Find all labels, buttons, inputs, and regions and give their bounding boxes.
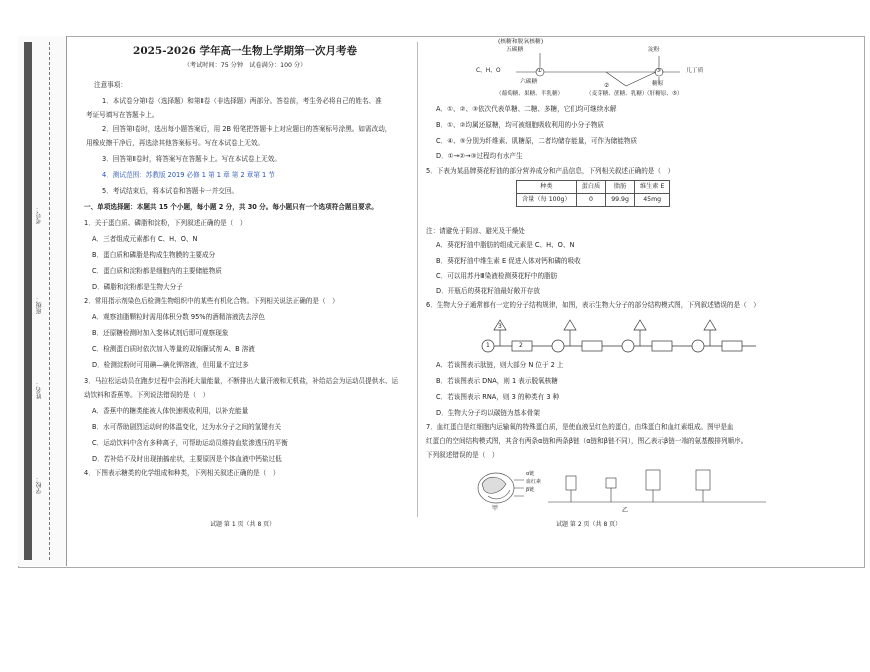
nutrition-table <box>516 180 670 207</box>
diagram-label: 糖原 <box>652 81 664 87</box>
cut-line <box>49 42 50 560</box>
diagram-label: 六碳糖 <box>520 79 538 85</box>
diagram-label: 五碳糖 <box>506 47 524 53</box>
table-cell: 45mg <box>634 194 669 207</box>
table-header: 蛋白质 <box>576 181 606 194</box>
question-stem: 3．马拉松运动员在跑步过程中会消耗大量能量，不断排出大量汗液和无机盐，补给站会为运动员提供水、运 <box>84 377 399 385</box>
section-heading: 一、单项选择题：本题共 15 个小题，每小题 2 分，共 30 分。每小题只有一个选项符合题目要求。 <box>84 203 378 211</box>
chain-label: 3 <box>498 323 502 330</box>
option: B．水可帮助剧烈运动时的体温变化，过为水分子之间的氢键有关 <box>92 423 282 431</box>
question-stem: 7．血红蛋白是红细胞内运输氧的特殊蛋白质，是使血液呈红色的蛋白，由珠蛋白和血红素组成。图甲是血 <box>426 423 734 431</box>
table-cell: 0 <box>576 194 606 207</box>
page-footer: 试题 第 1 页（共 8 页） <box>210 521 276 528</box>
option: C．④、⑤分别为纤维素、肌糖原，二者均储存能量，可作为储能物质 <box>436 137 638 145</box>
option: B．①、②均属还原糖，均可被细胞吸收利用的小分子物质 <box>436 121 605 129</box>
option: A．香蕉中的糖类能被人体快速吸收利用，以补充能量 <box>92 407 249 415</box>
option: A．三者组成元素都有 C、H、O、N <box>92 235 198 243</box>
diagram-label: 淀粉 <box>648 47 660 53</box>
diagram-label: ③ <box>656 68 662 74</box>
option: A．葵花籽油中脂肪的组成元素是 C、H、O、N <box>436 241 575 249</box>
notice-line: 考证号填写在答题卡上。 <box>86 111 159 119</box>
option: A．观察油脂颗粒时需用体积分数 95%的酒精溶液洗去浮色 <box>92 313 265 321</box>
question-stem-cont: 下列叙述错误的是（ ） <box>426 451 499 459</box>
option: B．蛋白质和磷脂是构成生物膜的主要成分 <box>92 251 216 259</box>
diagram-label: (核糖和脱氧核糖) <box>498 39 544 45</box>
question-stem: 6．生物大分子通常都有一定的分子结构规律，如图，表示生物大分子的部分结构模式图，下列叙述错误的是（ ） <box>426 301 760 309</box>
option: D．开瓶后的葵花籽油最好敞开存放 <box>436 287 540 295</box>
option: D．若补给不及时出现抽搐症状，主要原因是个体血液中钙盐过低 <box>92 455 282 463</box>
figure-label: 甲 <box>492 505 499 512</box>
option: C．蛋白质和淀粉都是细胞内的主要储能物质 <box>92 267 222 275</box>
option: A．若该图表示肽链，则大部分 N 位于 2 上 <box>436 361 564 369</box>
option: C．可以用苏丹Ⅲ染液检测葵花籽中的脂肪 <box>436 272 558 280</box>
page-divider <box>417 42 418 517</box>
figure-label: β链 <box>526 487 535 493</box>
option: C．检测蛋白质时依次加入等量的双缩脲试剂 A、B 溶液 <box>92 345 255 353</box>
binding-bar <box>24 42 32 560</box>
name-label: 姓名： <box>36 381 43 399</box>
notice-line: 4．测试范围：苏教版 2019 必修 1 第 1 章 第 2 章第 1 节 <box>102 171 275 179</box>
macromolecule-chain-diagram <box>466 316 766 360</box>
option: B．葵花籽油中维生素 E 促进人体对钙和磷的吸收 <box>436 257 581 265</box>
diagram-label: ② <box>604 83 610 89</box>
notice-line: 3．回答第Ⅱ卷时，将答案写在答题卡上。写在本试卷上无效。 <box>102 155 281 163</box>
school-label: 学校： <box>36 476 43 494</box>
option: D．检测淀粉时可用碘—碘化钾溶液，但用量不宜过多 <box>92 361 249 369</box>
figure-label: 血红素 <box>526 479 542 485</box>
table-note: 注：请避免于阴凉、避光及干燥处 <box>426 227 525 235</box>
diagram-label: C、H、O <box>476 68 501 74</box>
table-header: 维生素 E <box>634 181 669 194</box>
question-stem-cont: 红蛋白的空间结构模式图，其含有两条α链和两条β链（α链和β链不同），图乙表示β链一端的氨基酸排列顺序。 <box>426 437 748 445</box>
table-cell: 99.9g <box>606 194 635 207</box>
option: B．还原糖检测时加入斐林试剂后即可观察现象 <box>92 329 229 337</box>
figure-label: α链 <box>526 471 535 477</box>
table-header: 种类 <box>517 181 577 194</box>
table-header: 脂肪 <box>606 181 635 194</box>
binding-margin <box>18 36 67 566</box>
question-stem-cont: 动饮料和香蕉等。下列说法错误的是（ ） <box>84 391 210 399</box>
diagram-label: （肝糖原、⑤） <box>644 91 683 97</box>
option: D．生物大分子均以碳链为基本骨架 <box>436 409 540 417</box>
question-stem: 1．关于蛋白质、磷脂和淀粉，下列叙述正确的是（ ） <box>84 219 247 227</box>
exam-title: 2025-2026 学年高一生物上学期第一次月考卷 <box>133 45 357 57</box>
question-stem: 5．下表为某品牌葵花籽油的部分营养成分和产品信息，下列相关叙述正确的是（ ） <box>426 167 675 175</box>
number-label: 考号： <box>36 206 43 224</box>
notice-line: 用橡皮擦干净后，再选涂其他答案标号。写在本试卷上无效。 <box>86 139 265 147</box>
option: A．①、②、③依次代表单糖、二糖、多糖，它们均可继续水解 <box>436 105 617 113</box>
option: D．磷脂和淀粉都是生物大分子 <box>92 283 183 291</box>
chain-label: 2 <box>519 342 523 349</box>
option: C．运动饮料中含有多种离子，可帮助运动员维持血浆渗透压的平衡 <box>92 439 288 447</box>
notice-line: 1．本试卷分第Ⅰ卷（选择题）和第Ⅱ卷（非选择题）两部分。答卷前，考生务必将自己的姓名、准 <box>102 97 382 105</box>
diagram-label: ① <box>537 68 543 74</box>
diagram-label: （麦芽糖、蔗糖、乳糖） <box>586 91 648 97</box>
diagram-label: （葡萄糖、果糖、半乳糖） <box>496 91 564 97</box>
notice-heading: 注意事项： <box>94 81 127 89</box>
question-stem: 4．下图表示糖类的化学组成和种类，下列相关叙述正确的是（ ） <box>84 469 280 477</box>
figure-label: 乙 <box>622 507 629 514</box>
notice-line: 2．回答第Ⅰ卷时，选出每小题答案后，用 2B 铅笔把答题卡上对应题目的答案标号涂黑。如需改动， <box>102 125 392 133</box>
question-stem: 2．常用指示剂染色后检测生物组织中的某些有机化合物。下列相关说法正确的是（ ） <box>84 297 339 305</box>
chain-label: 1 <box>486 342 490 349</box>
exam-subtitle: （考试时间：75 分钟 试卷满分：100 分） <box>183 62 307 69</box>
option: B．若该图表示 DNA，则 1 表示脱氧核糖 <box>436 377 558 385</box>
table-cell: 含量（每 100g） <box>517 194 577 207</box>
option: D．①→②→③过程均有水产生 <box>436 152 523 160</box>
class-label: 班级： <box>36 296 43 314</box>
option: C．若该图表示 RNA，则 3 的种类有 3 种 <box>436 393 560 401</box>
diagram-label: 几丁质 <box>686 68 704 74</box>
page-footer: 试题 第 2 页（共 8 页） <box>556 521 622 528</box>
notice-line: 5．考试结束后，将本试卷和答题卡一并交回。 <box>102 187 239 195</box>
